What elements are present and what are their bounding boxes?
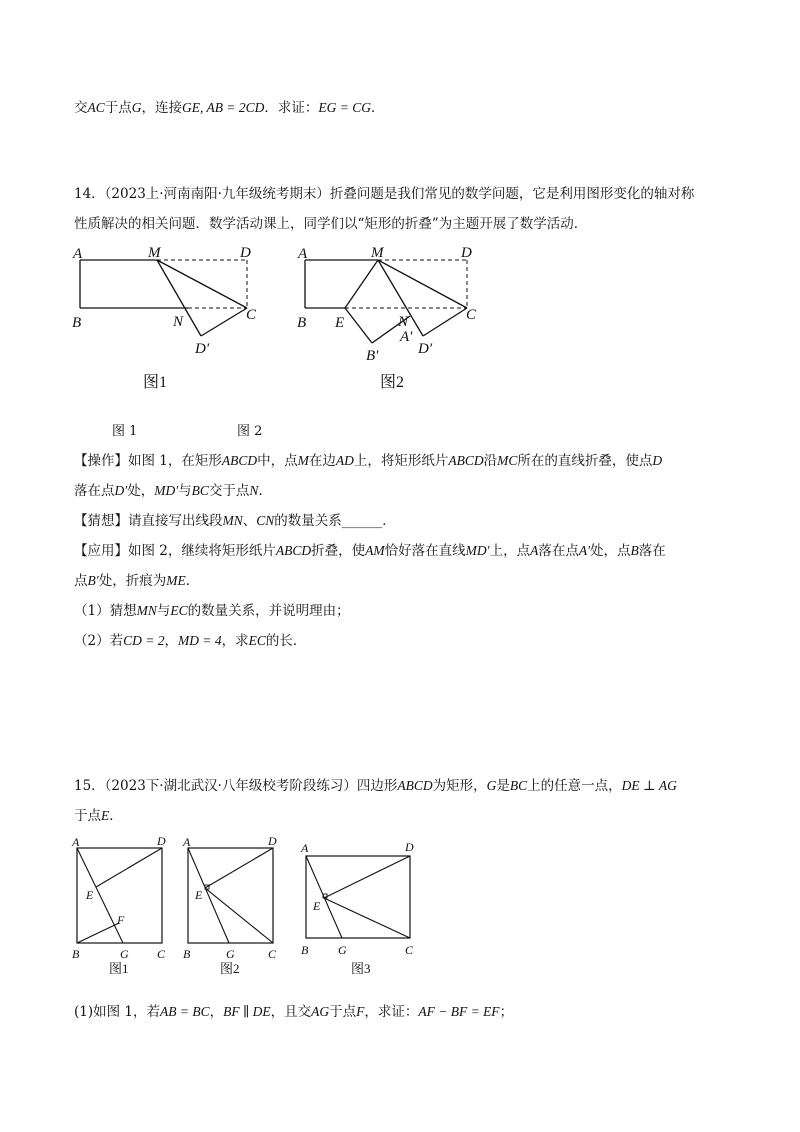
label-M: M	[148, 245, 161, 261]
label-D: D	[405, 840, 414, 854]
q15-part-1: (1)如图 1，若AB = BC，BF ∥ DE，且交AG于点F，求证：AF − BF = EF；	[74, 1004, 514, 1020]
q14-figures	[60, 240, 500, 400]
q14-part-1: （1）猜想MN与EC的数量关系，并说明理由；	[74, 603, 350, 619]
label-D: D	[157, 834, 166, 848]
label-A: A	[301, 841, 309, 855]
label-N: N	[398, 314, 409, 330]
q14-application-2: 点B′处，折痕为ME．	[74, 573, 200, 589]
q15-figures	[65, 832, 435, 982]
label-B: B	[72, 315, 82, 331]
q14-intro: 性质解决的相关问题．数学活动课上，同学们以“矩形的折叠”为主题开展了数学活动．	[74, 216, 588, 232]
label-M: M	[371, 245, 384, 261]
math: EG = CG	[318, 100, 371, 115]
q14-subcaption-2: 图 2	[237, 424, 263, 439]
label-C: C	[157, 947, 166, 961]
label-B-prime: B′	[366, 348, 379, 364]
label-C: C	[466, 307, 477, 323]
text: ，连接	[141, 100, 183, 116]
q15-figure-1	[71, 834, 166, 976]
label-A: A	[73, 246, 83, 262]
fig-caption: 图1	[109, 961, 129, 976]
q15-figure-2	[182, 834, 277, 976]
label-G: G	[226, 947, 235, 961]
q14-subcaption-1: 图 1	[112, 424, 138, 439]
label-E: E	[335, 315, 345, 331]
fig-caption: 图3	[351, 961, 371, 976]
q14-operation-2: 落在点D′处，MD′与BC交于点N．	[74, 483, 272, 499]
label-B: B	[183, 947, 191, 961]
label-E: E	[195, 888, 203, 902]
q14-guess: 【猜想】请直接写出线段MN、CN的数量关系______．	[74, 513, 396, 529]
label-A: A	[183, 835, 191, 849]
label-B: B	[72, 947, 80, 961]
text: ．求证：	[264, 100, 319, 116]
q15-header-2: 于点E．	[74, 808, 123, 824]
text: ．	[370, 100, 385, 116]
label-C: C	[405, 943, 414, 957]
label-D: D	[240, 245, 251, 261]
fig-caption: 图2	[380, 374, 405, 391]
fig-caption: 图1	[143, 374, 168, 391]
label-A: A	[72, 835, 80, 849]
label-C: C	[246, 307, 257, 323]
label-B: B	[301, 943, 309, 957]
math: G	[131, 100, 142, 115]
label-D: D	[268, 834, 277, 848]
fig-caption: 图2	[220, 961, 240, 976]
q14-application: 【应用】如图 2，继续将矩形纸片ABCD折叠，使AM恰好落在直线MD′上，点A落在点A′处，点B落在	[74, 543, 666, 559]
label-D-prime: D′	[195, 341, 210, 357]
label-N: N	[173, 314, 184, 330]
q14-operation: 【操作】如图 1，在矩形ABCD中，点M在边AD上，将矩形纸片ABCD沿MC所在的直线折叠，使点D	[74, 453, 663, 469]
q14-figure-1	[72, 245, 257, 391]
label-G: G	[338, 943, 347, 957]
q14-figure-2	[297, 245, 477, 391]
label-A: A	[298, 246, 308, 262]
label-G: G	[120, 947, 129, 961]
label-E: E	[86, 888, 94, 902]
prev-question-tail	[74, 98, 384, 118]
label-B: B	[297, 315, 307, 331]
label-E: E	[313, 899, 321, 913]
label-A-prime: A′	[400, 329, 413, 345]
label-F: F	[117, 913, 125, 927]
q15-figure-3	[300, 840, 414, 976]
label-D: D	[461, 245, 472, 261]
q14-part-2: （2）若CD = 2，MD = 4，求EC的长．	[74, 633, 307, 649]
text: 于点	[104, 100, 132, 116]
label-C: C	[268, 947, 277, 961]
text: 交	[74, 100, 88, 116]
math: GE, AB = 2CD	[182, 100, 265, 115]
math: AC	[87, 100, 105, 115]
q15-header: 15．（2023下·湖北武汉·八年级校考阶段练习）四边形ABCD为矩形，G是BC上的任意一点，DE ⊥ AG	[74, 778, 677, 794]
label-D-prime: D′	[418, 341, 433, 357]
q14-header: 14．（2023上·河南南阳·九年级统考期末）折叠问题是我们常见的数学问题，它是利用图形变化的轴对称	[74, 186, 695, 202]
